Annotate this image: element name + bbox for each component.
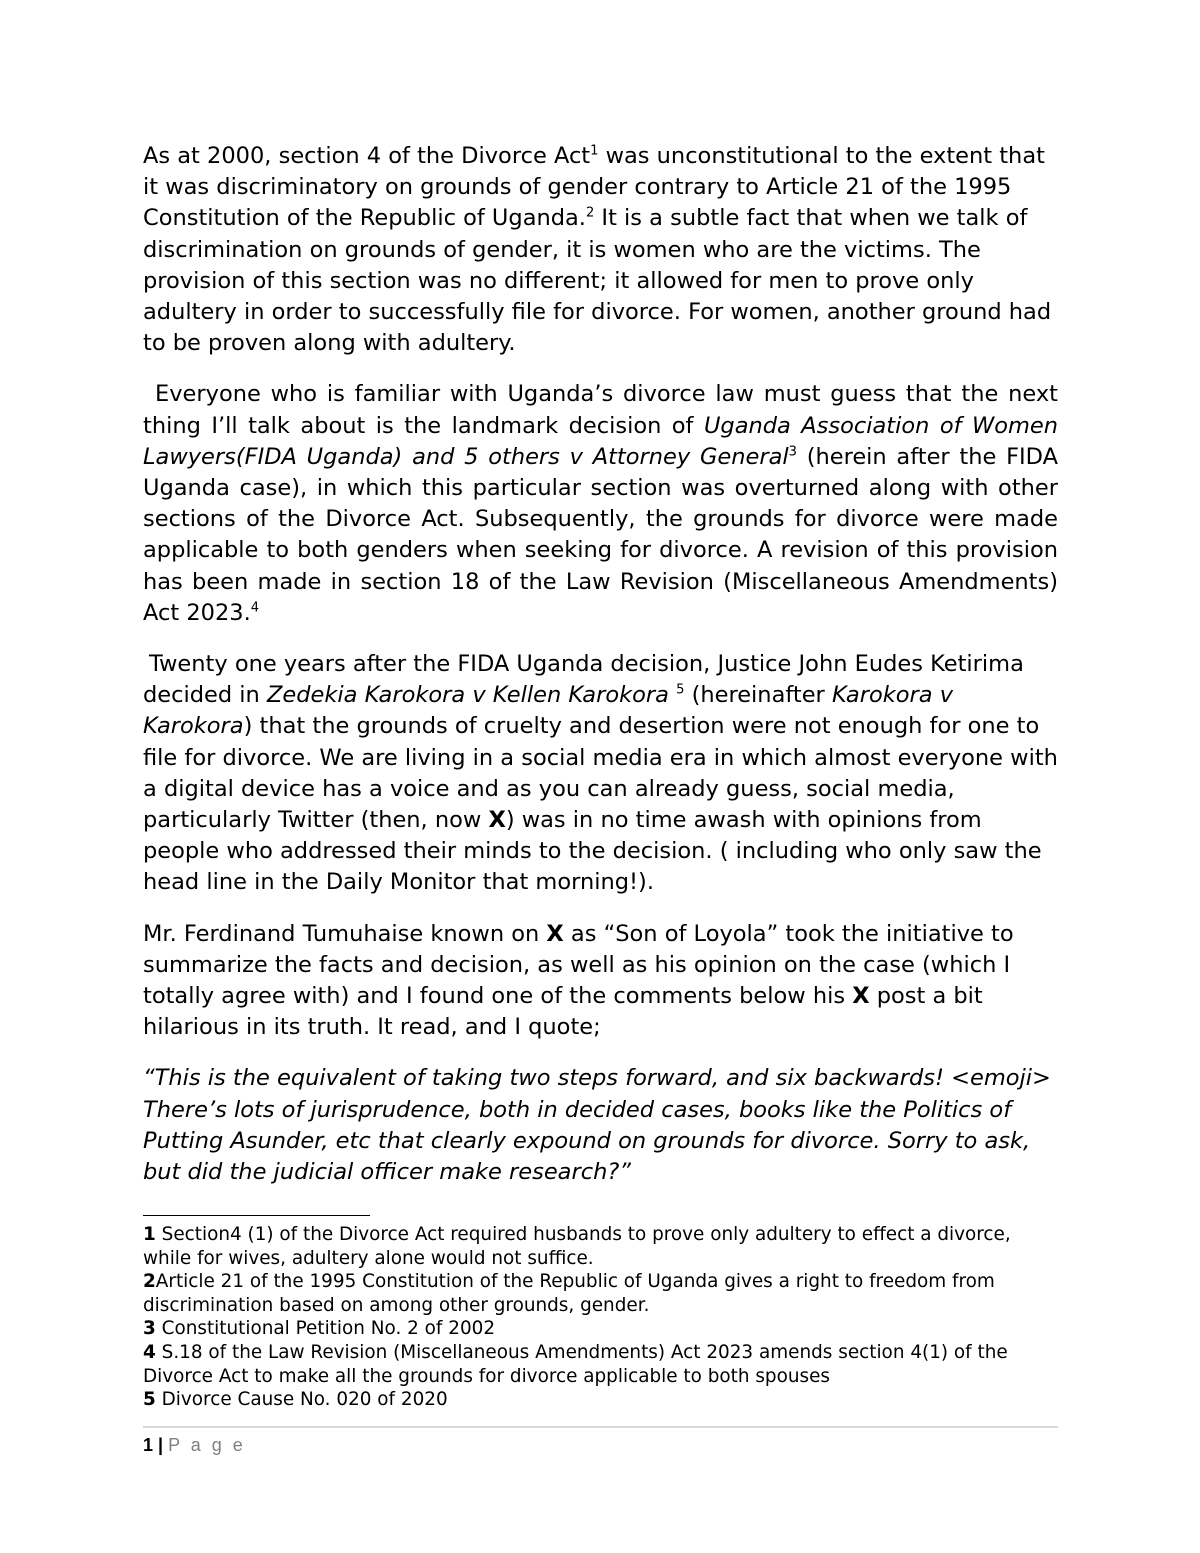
footnote-1 [143, 1223, 1058, 1270]
footnote-number: 5 [143, 1389, 156, 1411]
p1-text-a: As at 2000, section 4 of the Divorce Act [143, 143, 591, 169]
footnote-ref-5[interactable]: 5 [676, 682, 685, 698]
p3-text-d: ) was in no time awash with opinions from people who addressed their minds to the decision. ( including who only saw the head line in the Daily Monitor that morning!). [143, 807, 1042, 896]
page-number-separator: | [153, 1435, 169, 1455]
footnote-text: Section4 (1) of the Divorce Act required husbands to prove only adultery to effect a divorce, while for wives, adultery alone would not suffice. [143, 1224, 1011, 1269]
p1-text-c: It is a subtle fact that when we talk of discrimination on grounds of gender, it is women who are the victims. The provision of this section was no different; it allowed for men to prove only adultery in order to successfully file for divorce. For women, another ground had to be proven along with adultery. [143, 205, 1052, 357]
footnotes [143, 1223, 1058, 1412]
x-platform-name-2: X [852, 983, 870, 1010]
paragraph-3 [143, 649, 1058, 899]
page-footer [143, 1433, 246, 1457]
case-short-name: Karokora v Karokora [143, 682, 954, 740]
footnote-4 [143, 1341, 1058, 1388]
footnote-2 [143, 1270, 1058, 1317]
footnote-text: Article 21 of the 1995 Constitution of the Republic of Uganda gives a right to freedom from discrimination based on among other grounds, gender. [143, 1271, 995, 1316]
footnote-text: Divorce Cause No. 020 of 2020 [155, 1389, 448, 1411]
document-page [143, 0, 1058, 1553]
page-label: P a g e [168, 1435, 246, 1455]
p3-text-c: ) that the grounds of cruelty and desertion were not enough for one to file for divorce. We are living in a social media era in which almost everyone with a digital device has a voice and as you can already guess, social media, particularly Twitter (then, now [143, 713, 1058, 834]
case-citation-karokora: Zedekia Karokora v Kellen Karokora [266, 682, 669, 709]
footnote-number: 4 [143, 1341, 156, 1363]
p3-text-b: (hereinafter [684, 682, 832, 709]
footnote-number: 3 [143, 1318, 156, 1340]
quoted-comment: “This is the equivalent of taking two steps forward, and six backwards! <emoji> There’s lots of jurisprudence, both in decided cases, books like the Politics of Putting Asunder, etc that clearly expound on grounds for divorce. Sorry to ask, but did the judicial officer make research?” [143, 1065, 1051, 1186]
footnote-3 [143, 1317, 1058, 1341]
footnote-text: S.18 of the Law Revision (Miscellaneous Amendments) Act 2023 amends section 4(1) of the Divorce Act to make all the grounds for divorce applicable to both spouses [143, 1341, 1008, 1387]
page-number: 1 [143, 1435, 154, 1455]
footnote-text: Constitutional Petition No. 2 of 2002 [155, 1318, 496, 1340]
x-platform-name: X [488, 807, 506, 834]
footer-separator [143, 1426, 1058, 1428]
footnote-ref-3[interactable]: 3 [788, 444, 797, 460]
p4-text-b: as “Son of Loyola” took the initiative to summarize the facts and decision, as well as his opinion on the case (which I totally agree with) and I found one of the comments below his [143, 920, 1014, 1010]
p3-text-a: Twenty one years after the FIDA Uganda decision, Justice John Eudes Ketirima decided in [143, 651, 1024, 709]
paragraph-4 [143, 919, 1058, 1044]
paragraph-1 [143, 141, 1058, 359]
footnote-5 [143, 1388, 1058, 1412]
x-platform-name-1: X [546, 920, 564, 947]
p2-text-b: (herein after the FIDA Uganda case), in which this particular section was overturned along with other sections of the Divorce Act. Subsequently, the grounds for divorce were made applicable to both genders when seeking for divorce. A revision of this provision has been made in section 18 of the Law Revision (Miscellaneous Amendments) Act 2023. [143, 443, 1058, 626]
p2-text-a: Everyone who is familiar with Uganda’s divorce law must guess that the next thing I’ll talk about is the landmark decision of [143, 381, 1058, 439]
footnote-ref-4[interactable]: 4 [250, 600, 260, 616]
footnote-number: 1 [143, 1224, 156, 1245]
p4-text-c: post a bit hilarious in its truth. It read, and I quote; [143, 983, 983, 1041]
p4-text-a: Mr. Ferdinand Tumuhaise known on [143, 920, 547, 947]
footnote-separator [143, 1215, 370, 1216]
p1-text-b: was unconstitutional to the extent that it was discriminatory on grounds of gender contrary to Article 21 of the 1995 Constitution of the Republic of Uganda. [143, 143, 1045, 232]
body-text [143, 141, 1058, 1208]
footnote-number: 2 [143, 1271, 156, 1293]
footnote-ref-2[interactable]: 2 [585, 205, 595, 221]
case-citation-fida: Uganda Association of Women Lawyers(FIDA Uganda) and 5 others v Attorney General [143, 412, 1058, 470]
footnote-ref-1[interactable]: 1 [590, 143, 599, 159]
paragraph-2 [143, 379, 1058, 629]
